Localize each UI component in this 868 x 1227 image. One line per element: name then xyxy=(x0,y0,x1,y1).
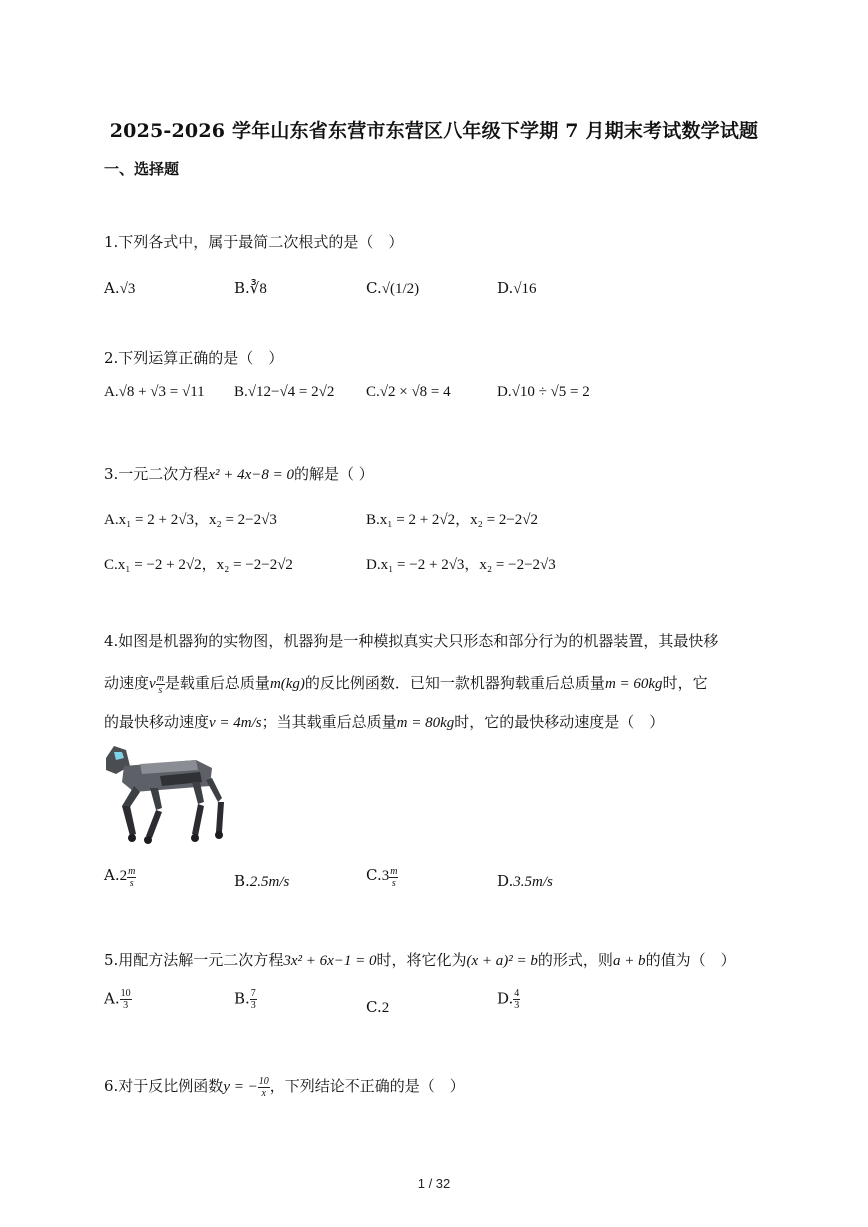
q5-option-d: D. $\frac{4}{3}$ xyxy=(497,988,520,1011)
q2-option-b: B.√12−√4 = 2√2 xyxy=(234,384,335,400)
q2-option-a: A.√8 + √3 = √11 xyxy=(104,384,205,400)
q2-option-c: C.√2 × √8 = 4 xyxy=(366,384,451,400)
q3-option-d: D.x₁ = −2 + 2√3，x₂ = −2−2√3 xyxy=(366,557,556,573)
q5-option-c: C.2 xyxy=(366,998,390,1016)
q1-option-c: C.√(1/2) xyxy=(366,279,420,297)
q3-option-a: A.x₁ = 2 + 2√3，x₂ = 2−2√3 xyxy=(104,512,277,528)
page-number: 1 / 32 xyxy=(417,1176,451,1191)
q5-option-a: A. $\frac{10}{3}$ xyxy=(104,988,131,1011)
q1-option-b: B.∛8 xyxy=(234,279,267,297)
q5-option-b: B. $\frac{7}{3}$ xyxy=(234,988,256,1011)
q4-option-d: D.3.5m/s xyxy=(497,872,553,890)
robot-dog-figure xyxy=(100,740,228,852)
q4-option-b: B.2.5m/s xyxy=(234,872,290,890)
question-5-stem: 5.用配方法解一元二次方程3x² + 6x−1 = 0时，将它化为(x + a)² = b的形式，则a + b的值为（ ） xyxy=(104,951,736,969)
q1-option-a: A.√3 xyxy=(104,279,136,297)
question-4-line-2: 动速度v $\frac{m}{s}$ 是载重后总质量m(kg)的反比例函数．已知一款机器狗载重后总质量m = 60kg时，它 xyxy=(104,672,708,696)
section-heading: 一、选择题 xyxy=(104,160,180,178)
question-3-stem: 3.一元二次方程x² + 4x−8 = 0的解是（ ） xyxy=(104,465,374,483)
question-6-stem: 6.对于反比例函数y = − $\frac{10}{x}$ ，下列结论不正确的是（ ） xyxy=(104,1075,465,1099)
exam-title: 2025-2026 学年山东省东营市东营区八年级下学期 7 月期末考试数学试题 xyxy=(109,120,759,142)
q4-option-c: C.3 $\frac{m}{s}$ xyxy=(366,866,398,889)
q4-option-a: A.2 $\frac{m}{s}$ xyxy=(104,866,136,889)
question-4-line-3: 的最快移动速度v = 4m/s；当其载重后总质量m = 80kg时，它的最快移动速度是（ ） xyxy=(104,713,665,731)
q3-option-b: B.x₁ = 2 + 2√2，x₂ = 2−2√2 xyxy=(366,512,539,528)
q2-option-d: D.√10 ÷ √5 = 2 xyxy=(497,384,590,400)
q1-option-d: D.√16 xyxy=(497,279,537,297)
q3-option-c: C.x₁ = −2 + 2√2，x₂ = −2−2√2 xyxy=(104,557,293,573)
question-1-stem: 1.下列各式中，属于最简二次根式的是（ ） xyxy=(104,233,404,251)
question-2-stem: 2.下列运算正确的是（ ） xyxy=(104,349,284,367)
question-4-line-1: 4.如图是机器狗的实物图，机器狗是一种模拟真实犬只形态和部分行为的机器装置，其最快移 xyxy=(104,632,719,650)
